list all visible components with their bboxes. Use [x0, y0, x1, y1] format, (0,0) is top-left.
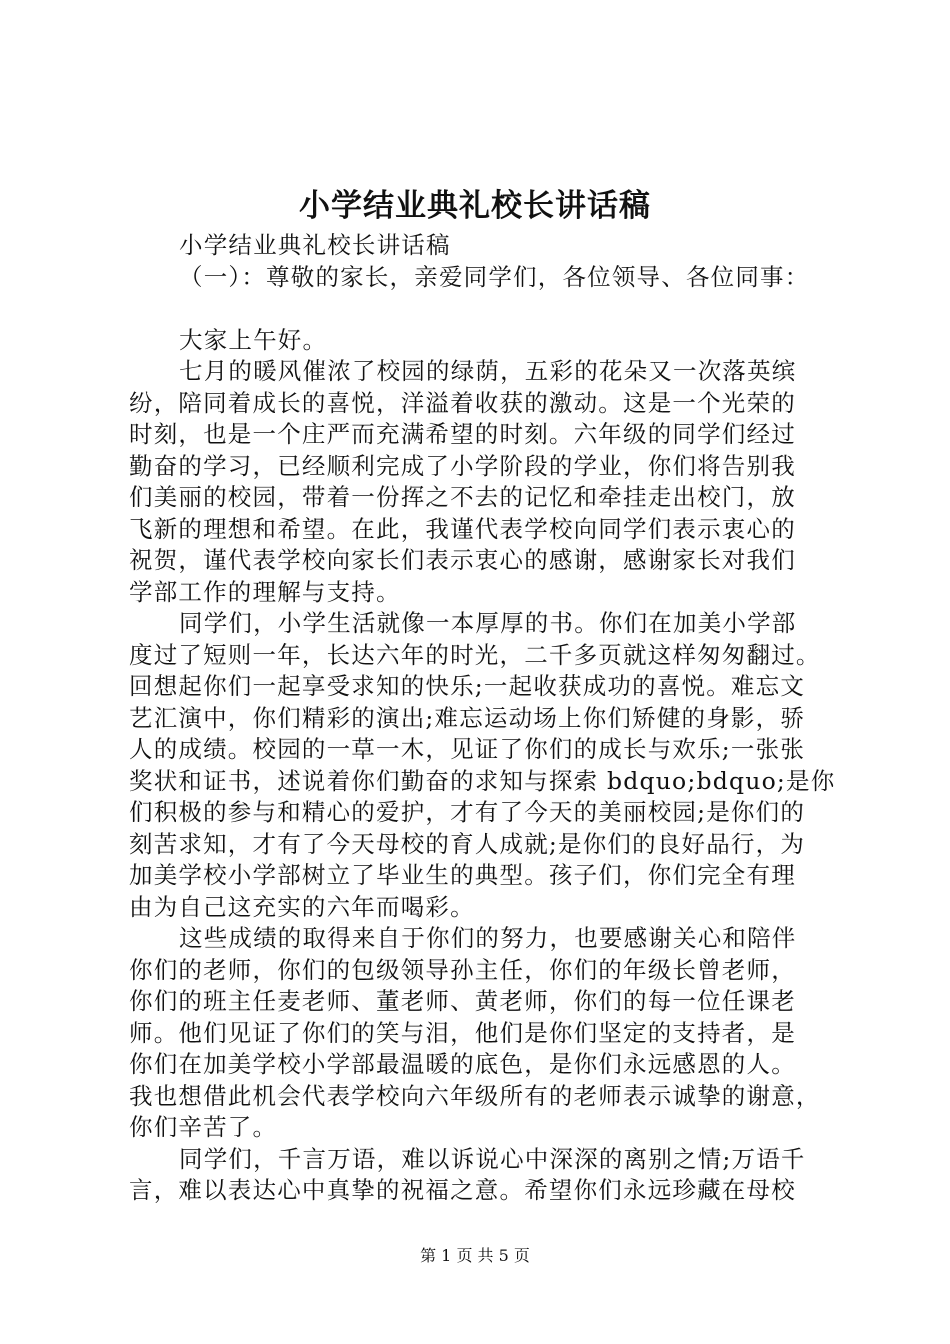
body-line: 你们的老师，你们的包级领导孙主任，你们的年级长曾老师，: [129, 955, 796, 984]
body-line: 祝贺，谨代表学校向家长们表示衷心的感谢，感谢家长对我们: [129, 546, 796, 574]
body-line: （一）：尊敬的家长，亲爱同学们，各位领导、各位同事：: [179, 262, 810, 291]
body-line: 加美学校小学部树立了毕业生的典型。孩子们，你们完全有理: [129, 861, 796, 889]
body-line: 飞新的理想和希望。在此，我谨代表学校向同学们表示衷心的: [129, 514, 796, 543]
body-line: 学部工作的理解与支持。: [129, 577, 401, 606]
body-line: 你们的班主任麦老师、董老师、黄老师，你们的每一位任课老: [129, 987, 796, 1015]
body-line: 由为自己这充实的六年而喝彩。: [129, 892, 475, 921]
body-line: 时刻，也是一个庄严而充满希望的时刻。六年级的同学们经过: [129, 420, 796, 448]
body-line: 这些成绩的取得来自于你们的努力，也要感谢关心和陪伴: [179, 924, 797, 952]
body-line: 七月的暖风催浓了校园的绿荫，五彩的花朵又一次落英缤: [179, 357, 797, 385]
body-line: 人的成绩。校园的一草一木，见证了你们的成长与欢乐;一张张: [129, 735, 806, 763]
body-line: 同学们，千言万语，难以诉说心中深深的离别之情;万语千: [179, 1144, 806, 1173]
body-line: 言，难以表达心中真挚的祝福之意。希望你们永远珍藏在母校: [129, 1176, 796, 1204]
body-line: 勤奋的学习，已经顺利完成了小学阶段的学业，你们将告别我: [129, 451, 796, 480]
body-line: 同学们，小学生活就像一本厚厚的书。你们在加美小学部: [179, 609, 797, 637]
body-line: 小学结业典礼校长讲话稿: [179, 231, 451, 259]
body-line: 们积极的参与和精心的爱护，才有了今天的美丽校园;是你们的: [129, 798, 806, 826]
document-body: [129, 230, 849, 1207]
body-line: 纷，陪同着成长的喜悦，洋溢着收获的激动。这是一个光荣的: [129, 388, 796, 417]
body-line: 刻苦求知，才有了今天母校的育人成就;是你们的良好品行，为: [129, 829, 806, 858]
body-line: 奖状和证书，述说着你们勤奋的求知与探索 bdquo;bdquo;是你: [129, 766, 836, 795]
body-line: 你们在加美学校小学部最温暖的底色，是你们永远感恩的人。: [129, 1050, 796, 1078]
paragraph-gap: [129, 293, 849, 325]
document-title: 小学结业典礼校长讲话稿: [299, 188, 651, 224]
body-line: 艺汇演中，你们精彩的演出;难忘运动场上你们矫健的身影，骄: [129, 703, 806, 732]
body-line: 们美丽的校园，带着一份挥之不去的记忆和牵挂走出校门，放: [129, 483, 796, 511]
body-line: 度过了短则一年，长达六年的时光，二千多页就这样匆匆翻过。: [129, 640, 821, 669]
body-line: 我也想借此机会代表学校向六年级所有的老师表示诚挚的谢意，: [129, 1081, 821, 1110]
page-footer: 第 1 页 共 5 页: [420, 1246, 530, 1265]
body-line: 你们辛苦了。: [129, 1113, 278, 1141]
body-line: 师。他们见证了你们的笑与泪，他们是你们坚定的支持者，是: [129, 1018, 796, 1047]
body-line: 回想起你们一起享受求知的快乐;一起收获成功的喜悦。难忘文: [129, 672, 806, 700]
body-line: 大家上午好。: [179, 325, 328, 354]
